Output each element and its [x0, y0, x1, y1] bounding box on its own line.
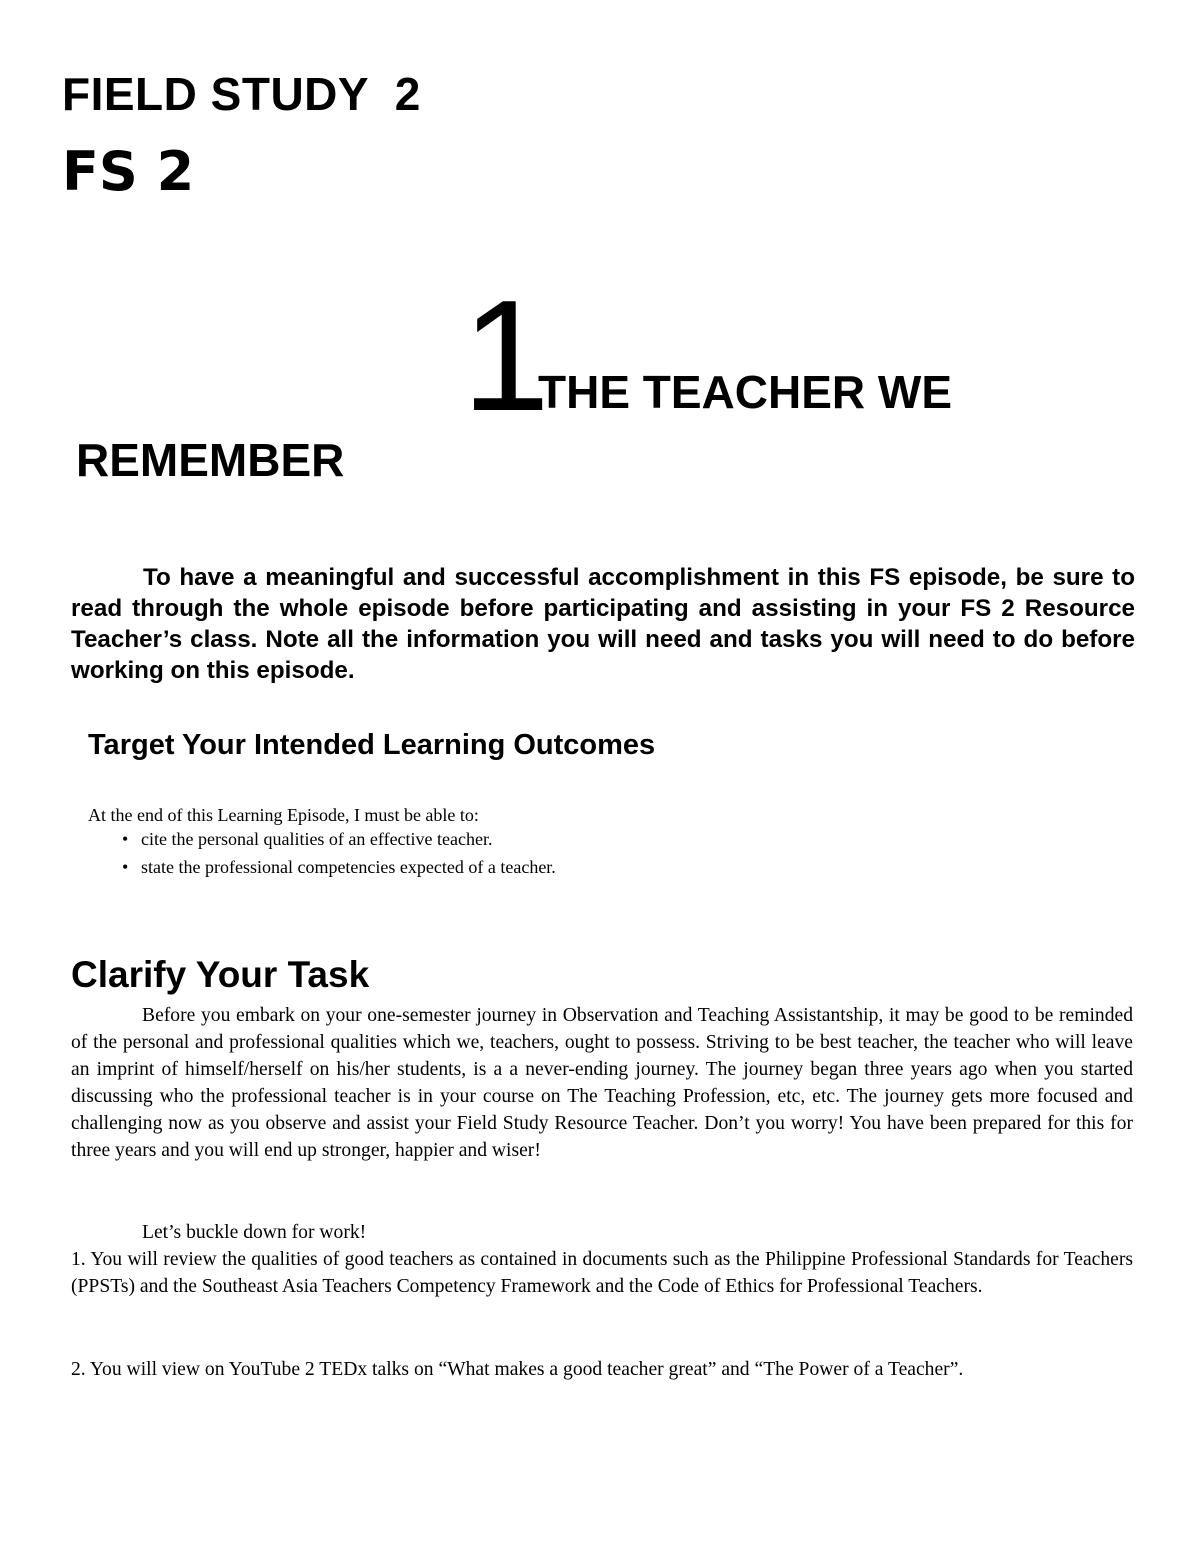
learning-outcome-item: • cite the personal qualities of an effective teacher. — [122, 825, 556, 853]
clarify-task-paragraph: Before you embark on your one-semester journey in Observation and Teaching Assistantship, it may be good to be reminded of the personal and professional qualities which we, teachers, ought to possess. Striving to be best teacher, the teacher who will leave an imprint of himself/herself on his/her students, is a a never-ending journey. The journey began three years ago when you started discussing who the professional teacher is in your course on The Teaching Profession, etc, etc. The journey gets more focused and challenging now as you observe and assist your Field Study Resource Teacher. Don’t you worry! You have been prepared for this for three years and you will end up stronger, happier and wiser! — [71, 1005, 1133, 1161]
task-item-2: 2. You will view on YouTube 2 TEDx talks on “What makes a good teacher great” and “The Power of a Teacher”. — [71, 1359, 964, 1380]
learning-outcomes-list — [122, 825, 556, 881]
episode-title-line-2: REMEMBER — [76, 434, 345, 486]
episode-number: 1 — [462, 268, 550, 444]
course-title: FIELD STUDY 2 — [62, 68, 421, 120]
intro-paragraph: To have a meaningful and successful accomplishment in this FS episode, be sure to read through the whole episode before participating and assisting in your FS 2 Resource Teacher’s class. Note all the information you will need and tasks you will need to do before working on this episode. — [71, 564, 1135, 684]
course-code: FS 2 — [62, 140, 195, 203]
learning-outcomes-heading: Target Your Intended Learning Outcomes — [88, 729, 656, 761]
buckle-down-line: Let’s buckle down for work! — [142, 1222, 367, 1243]
episode-title-line-1: THE TEACHER WE — [538, 366, 952, 418]
learning-outcomes-lead: At the end of this Learning Episode, I must be able to: — [88, 805, 479, 825]
learning-outcome-item: • state the professional competencies expected of a teacher. — [122, 853, 556, 881]
clarify-task-heading: Clarify Your Task — [71, 954, 370, 995]
task-item-1: 1. You will review the qualities of good teachers as contained in documents such as the Philippine Professional Standards for Teachers (PPSTs) and the Southeast Asia Teachers Competency Framework and the Code of Ethics for Professional Teachers. — [71, 1249, 1133, 1297]
